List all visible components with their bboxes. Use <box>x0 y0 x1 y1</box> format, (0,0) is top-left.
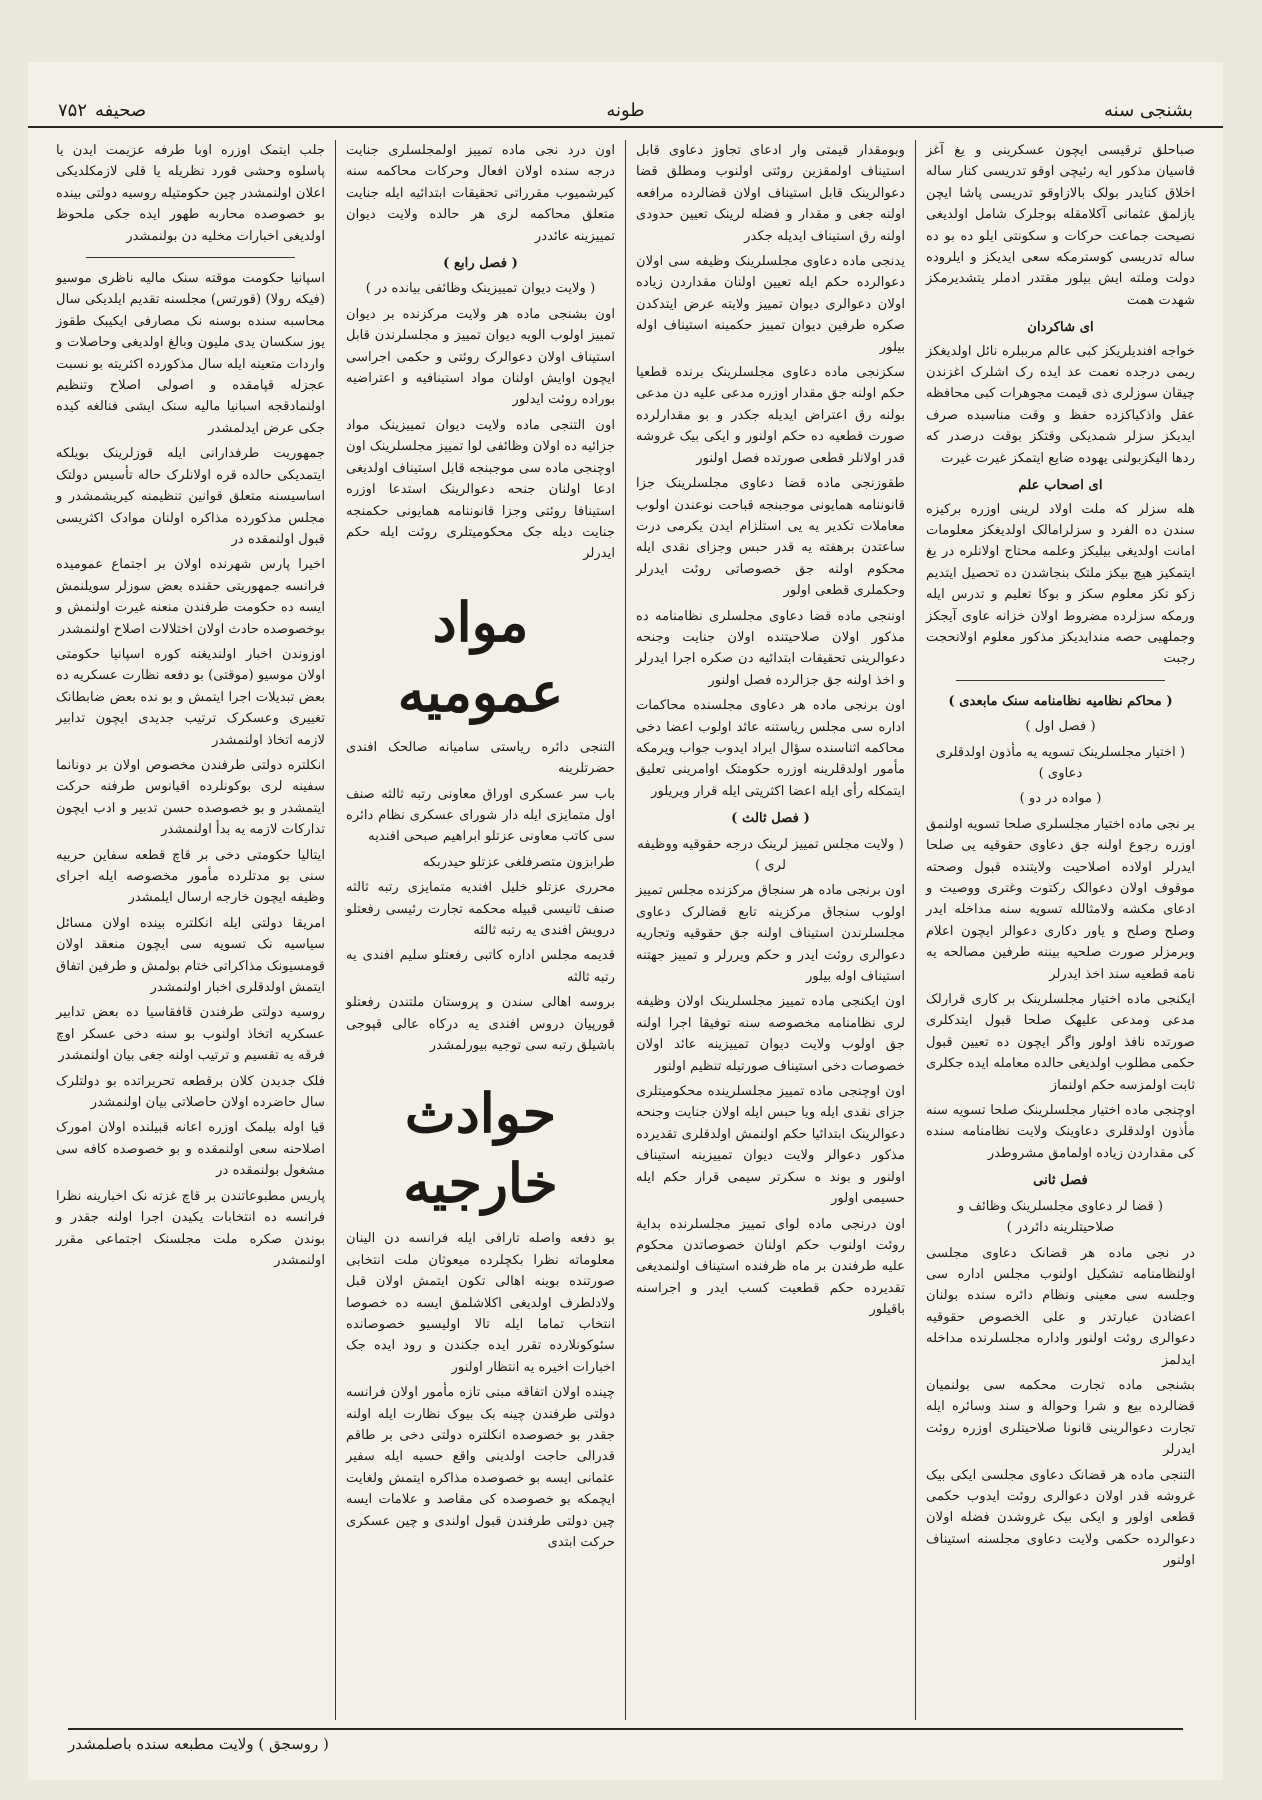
paragraph: باب سر عسکری اوراق معاونی رتبه ثالثه صنف اول متمایزی ایله دار شورای عسکری نظام دائره سی کاتب معاونی عزتلو ابراهیم صبحی افندیه <box>346 786 615 845</box>
page-number: ۷۵۲ <box>58 99 88 121</box>
column-3 <box>335 140 625 1720</box>
newspaper-title: طونه <box>606 99 645 121</box>
paragraph: خواجه افندیلریکز کبی عالم مرببلره نائل اولدیغکز ریمی درجده نعمت عد ایده رک اشلرک اغزندن چیقان سوزلری ذی قیمت مجوهرات کبی محافظه عقل واذکیاکزده حفظ و وقت مناسبده صرف ایدیکز سزلر شمدیکی وقتکز بوقت درصدر که ردها الیکزبولنی یهوده ضایع ایتمکز غیرت غیرت <box>926 343 1195 466</box>
page-label: صحیفه <box>95 99 147 121</box>
section-subheading: ( ولایت دیوان تمییزینک وظائفی بیانده در ) <box>365 281 596 297</box>
paragraph: طرابزون متصرفلغی عزتلو حیدربکه <box>422 854 615 870</box>
general-matters-title: مواد عموميه <box>397 589 564 724</box>
paragraph: بشنجی ماده تجارت محکمه سی بولنمیان قضالرده بیع و شرا وحواله و سند وسائره ایله تجارت دعوالرینی قانونا صلاحیتلری اوزره روئت ایدرلر <box>926 1377 1195 1458</box>
foreign-news-title: حوادث خارجيه <box>403 1081 558 1216</box>
section-heading: فصل ثانی <box>1033 1173 1088 1189</box>
section-subheading: ( فصل اول ) <box>1025 719 1096 735</box>
paragraph: اون درد نجی ماده تمییز اولمجلسلری جنایت درجه سنده اولان افعال وحرکات محاکمه سنه کیرشمیوب مقرراتی تحقیقات ابتدائیه ایله جنایت متعلق محاکمه لری هر حالده ولایت دیوان تمییزینه عائددر <box>346 143 615 244</box>
page-header <box>28 94 1223 128</box>
paragraph: در نجی ماده هر قضانک دعاوی مجلسی اولنظامنامه تشکیل اولنوب مجلس اداره سی وجلسه سی معینی ونظام دائره سنده بولنان اعضادن عبارتدر و علی الخصوص حقوقیه دعوالری روئت اولنور واداره مجلسلرنده مداخله ایدلمز <box>926 1245 1195 1368</box>
paragraph: التنجی ماده هر قضانک دعاوی مجلسی ایکی بیک غروشه قدر اولان دعوالری روئت ایدوب حکمی قطعی اولور و ایکی بیک غروشدن فضله اولان دعوالرده حکمی ولایت دعاوی مجلسنه استیناف اولنور <box>926 1467 1195 1569</box>
section-subheading: ( مواده در دو ) <box>1019 791 1102 807</box>
paragraph: اون ایکنجی ماده تمییز مجلسلرینک اولان وظیفه لری نظامنامه مخصوصه سنه توفیقا اجرا اولنه جق اولوب ولایت دیوان تمییزینه عائد اولان خصوصات دخی استیناف صورتیله تنظیم اولنور <box>636 994 905 1074</box>
paragraph: روسیه دولتی طرفندن قافقاسیا ده بعض تدابیر عسکریه اتخاذ اولنوب بو سنه دخی عسکر اوچ فرقه یه تقسیم و ترتیب اولنه جغی بیان اولنمشدر <box>56 1005 325 1064</box>
newspaper-page <box>28 62 1223 1780</box>
paragraph: وبومقدار قیمتی وار ادعای تجاوز دعاوی قابل استیناف اولمقزین روئتی اولنوب ومطلق قضا دعوالرینک قابل استیناف اولان قضالرده مرافعه اولنه جغی و مقدار و فضله لرینک تعیین حدودی اولنه رق استیناف ایدیله جکدر <box>636 143 905 244</box>
paragraph: محرری عزتلو خلیل افندیه متمایزی رتبه ثالثه صنف ثانیسی قبیله محکمه تجارت رئیسی رفعتلو درویش افندی یه رتبه ثالثه <box>346 880 615 938</box>
column-1 <box>915 140 1205 1720</box>
section-heading: ( فصل ثالث ) <box>731 811 810 827</box>
column-2 <box>625 140 915 1720</box>
divider <box>86 257 295 258</box>
paragraph: اخیرا پارس شهرنده اولان بر اجتماع عمومیده فرانسه جمهوریتی حقنده بعض سوزلر سویلنمش ایسه ده حکومت طرفندن منعنه غیرت اولنمش و بوخصوصده حادث اولان اختلالات اصلاح اولنمشدر <box>56 557 325 637</box>
section-heading: ای اصحاب علم <box>1018 478 1103 494</box>
paragraph: ایتالیا حکومتی دخی بر قاچ قطعه سفاین حربیه سنی بو مدتلرده مأمور مخصوصه ایله اجرای وظیفه ایچون خارجه ارسال ایلمشدر <box>56 847 325 906</box>
paragraph: اوزوندن اخبار اولندیغنه کوره اسپانیا حکومتی اولان موسیو (موقتی) بو دفعه نظارت عسکریه ده بعض تبدیلات اجرا ایتمش و بو نده بعض ضابطانک تغییری وعسکرک ترتیب جدیدی ایچون تدابیر لازمه اتخاذ اولنمشدر <box>56 646 325 748</box>
paragraph: اسپانیا حکومت موقته سنک مالیه ناظری موسیو (فیکه رولا) (قورتس) مجلسنه تقدیم ایلدیکی سال محاسبه سنده بوسنه نک مصارفی ایکیبک طقوز یوز سکسان یدی ملیون وبالغ اولدیغی وحاصلات و واردات متعینه ایله سال مذکورده اکثریته بو نسبت عجزله قپامقده و اصولی اصلاح وتنظیم اولنمادقجه اسبانیا مالیه سنک ایشی فنالغه کیده جکی عرض ایدلمشدر <box>56 271 325 436</box>
paragraph: اون برنجی ماده هر دعاوی مجلسنده محاکمات اداره سی مجلس ریاستنه عائد اولوب اعضا دخی محاکمه اثناسنده سؤال ایراد ایدوب جواب ویرمکه مأمور اولدقلرینه اوزره حکومتک اوامرینی تعلیق ایتمکله رأی ایله اعضا اکثریتی ایله قرار ویریلور <box>636 698 905 799</box>
paragraph: التنجی دائره ریاستی سامیانه صالحک افندی حضرتلرینه <box>346 739 615 777</box>
section-subheading: ( قضا لر دعاوی مجلسلرینک وظائف و صلاحیتلرینه دائردر ) <box>957 1198 1164 1236</box>
paragraph: جمهوریت طرفدارانی ایله قوزلرینک بویلکه ایتمدیکی حالده قره اولانلرک حاله تأسیس دولتک اساسیسنه متعلق قوانین تنظیمنه کیریشمشدر و مجلس مذکورده مذاکره اولنان موادک اکثریسی قبول اولنمقده در <box>56 446 325 547</box>
paragraph: سکزنجی ماده دعاوی مجلسلرینک برنده قطعیا حکم اولنه جق مقدار اوزره مدعی علیه دن مدعی بولنه رق اعتراض ایدیله جکدر و بو مقدارلرده صورت قطعیه ده حکم اولنور و ایکی بیک غروشه قدر اولانلر قطعی صورتده فصل اولنور <box>636 365 905 466</box>
section-subheading: ( ولایت مجلس تمییز لرینک درجه حقوقیه ووظیفه لری ) <box>637 836 904 873</box>
paragraph: پاریس مطبوعاتندن بر قاچ غزته نک اخبارینه نظرا فرانسه ده انتخابات یکیدن اجرا اولنه جقدر و بوندن صکره ملت مجلسنک اجتماعی مقرر اولنمشدر <box>56 1188 325 1268</box>
paragraph: بو دفعه واصله تارافی ایله فرانسه دن الینان معلوماته نظرا بکچلرده میعوثان ملت انتخابی صورتنده بوینه اهالی تکون ایتمش اولان قبل ولادلطرف اولدیغی اکلاشلمق ایسه ده خصوصا انتخاب تماما ایله تالا اولیسیو خصوصانده سئوکونلارده تقرر ایده جکندن و رود ایده جک اخبارات اخیره یه انتظار اولنور <box>346 1231 615 1375</box>
paragraph: اون اوچنجی ماده تمییز مجلسلرینده محکومیتلری جزای نقدی ایله ویا حبس ایله اولان جنایت وجنحه دعوالرینک ابتدائیا حکم اولنمش اولدقلری تقدیرده مذکور دعوالر ولایت دیوان تمییزینه استیناف اولنور و بوند ه سکرتر سیمی قرار حکم ایله حسیمی اولور <box>636 1084 905 1207</box>
volume-label: بشنجی سنه <box>1103 99 1193 121</box>
section-heading: ای شاکردان <box>1027 320 1094 336</box>
paragraph: فلک جدیدن کلان برقطعه تحریراتده بو دولتلرک سال حاضرده اولان حاصلاتی بیان اولنمشدر <box>56 1073 325 1111</box>
article-columns <box>46 140 1205 1720</box>
page-footer <box>68 1728 1183 1758</box>
paragraph: اوننجی ماده قضا دعاوی مجلسلری نظامنامه ده مذکور اولان صلاحیتنده اولان جنایت وجنحه دعوالرینی تحقیقات ابتدائیه دن صکره اجرا ایدرلر و اخذ اولنه جق جزالرده فصل اولنور <box>636 608 905 688</box>
paragraph: طقوزنجی ماده قضا دعاوی مجلسلرینک جزا قانوننامه همایونی موجبنجه قباحت نوعندن اولوب معاملات تکدیر یه یی استلزام ایدن یکرمی درت ساعتدن برهفته یه قدر حبس وجزای نقدی ایله محکوم اولنه جق خصوصاتی روئت ایدرلر وحکملری قطعی اولور <box>636 476 905 599</box>
paragraph: اون درنجی ماده لوای تمییز مجلسلرنده بدایة روئت اولنوب حکم اولنان خصوصاتدن محکوم علیه طرفندن بر ماه ظرفنده استیناف اولنمدیغی تقدیرده حکم قطعیت کسب ایدر و اجراسنه باقیلور <box>636 1216 905 1318</box>
paragraph: قیا اوله بیلمک اوزره اعانه قبیلنده اولان امورک اصلاحنه سعی اولنمقده و بو خصوصده کافه سی مشغول بولنمقده در <box>56 1120 325 1179</box>
divider <box>956 680 1165 681</box>
paragraph: اون بشنجی ماده هر ولایت مرکزنده بر دیوان تمییز اولوب الویه دیوان تمییز و مجلسلرندن قابل استیناف اولان دعوالرک روئتی و حکمی اجراسی ایچون اوایش اولنان مواد استینافیه و اعتراضیه بوراده روئت ایدلور <box>346 306 615 408</box>
paragraph: بروسه اهالی سندن و پروستان ملتندن رفعتلو قورپیان دروس افندی یه درکاه عالی قپوجی باشیلق رتبه سی توجیه بیورلمشدر <box>346 995 615 1053</box>
paragraph: ایکنجی ماده اختیار مجلسلرینک بر کاری قرارلک مدعی ومدعی علیهک صلحا قبول ایتدکلری صورتده نافذ اولور واگر ایچون ده تعیین قبول حکمی مطلوب اولدیغی حالده معامله ایده جکلری ثابت اولمزسه حکم اولنماز <box>926 992 1195 1093</box>
paragraph: انکلتره دولتی طرفندن مخصوص اولان بر دونانما سفینه لری بوکونلرده اقیانوس طرفنه حرکت ایتمشدر و بو خصوصده حسن تدبیر و ادب ایچون تدارکات لازمه یه بدأ اولنمشدر <box>56 757 325 838</box>
paragraph: چینده اولان اتفاقه مبنی تازه مأمور اولان فرانسه دولتی طرفندن چینه بک بیوک نظارت ایله اولنه جقدر بو خصوصده انکلتره دولتی دخی بر طاقم قدرالی حاجت اولدینی واقع حسیه ایله سفیر عثمانی ایسه بو خصوصده مذاکره ایتمش ولغایت ایچمکه بو خصوصده کی مقاصد و علامات ایسه چین دولتی طرفندن قبول اولندی و چین عسکری حرکت ابتدی <box>346 1385 615 1551</box>
paragraph: یدنجی ماده دعاوی مجلسلرینک وظیفه سی اولان دعوالرده حکم ایله تعیین اولنان مقداردن زیاده اولان دعوالری دیوان تمییز ولایته عرض ایتدکدن صکره طرفین دیوان تمییز حکمینه استیناف اوله بیلور <box>636 254 905 355</box>
paragraph: جلب ایتمک اوزره اوبا طرفه عزیمت ایدن یا پاسلوه وحشی قورد نظریله یا قلی لازمکلدیکی اعلان اولنمشدر چین حکومتیله روسیه دولتی بینده بو خصوصده محاربه طهور ایده جکی ملحوظ اولدیغی اخبارات مخلیه دن بولنمشدر <box>56 143 325 244</box>
paragraph: اون التنجی ماده ولایت دیوان تمییزینک مواد جزائیه ده اولان وظائفی لوا تمییز مجلسلرینک اون اوچنجی ماده سی موجبنجه قابل استیناف اولدیغی ادعا اولنان جنحه دعوالرینک استدعا اوزره استینافا روئتی وجزا قانوننامه همایونی حکمنجه جنایت دیله جک محکومیتلری روئت ایله حکم ایدرلر <box>346 417 615 562</box>
column-4 <box>46 140 335 1720</box>
page-number-block <box>58 100 146 121</box>
section-subheading: ( اختیار مجلسلرینک تسویه یه مأذون اولدقلری دعاوی ) <box>935 744 1186 781</box>
paragraph: قدیمه مجلس اداره کاتبی رفعتلو سلیم افندی یه رتبه ثالثه <box>346 948 615 985</box>
paragraph: هله سزلر که ملت اولاد لرینی اوزره برکیزه سندن ده الفرد و سزلرامالک اولدیغکز معلومات امانت اولدیغی بیلیکز وعلمه محتاج اولانلره در یغ ایتمکیز هیچ بیکز ملتک بنجاشدن ده تحصیل ایتدیم زکو تکز معلوم سکز و بوکا تعلیم و تدرس ایله ورمکه سزلرده مضروط اولان خزانه عاوی آیجکز وجملهیی حصه مندایدیکز مذکور معلوم اولانحجت رجبت <box>926 501 1195 667</box>
paragraph: امریقا دولتی ایله انکلتره بینده اولان مسائل سیاسیه نک تسویه سی ایچون منعقد اولان قومسیونک مذاکراتی ختام بولمش و طرفین اتفاق ایتمش اولدقلری اخبار اولنمشدر <box>56 915 325 996</box>
paragraph: بر نجی ماده اختیار مجلسلری صلحا تسویه اولنمق اوزره رجوع اولنه جق دعاوی حقوقیه یی صلحا ایدرلر اولاده اصلاحیت ولایتنده قبول وصحته موقوف اولان دعوالک ركتوت وغتری ووصیت و ادعای مکشه ولامثالله تسویه سنه مداخله ایدر وصلح وصلح و یاور دکاری دعوالر ایچون اعلام ویرمزلر صورت صلحیه بیننه طرفین مصالحه یه نامه قطعیه سند اخذ ایدرلر <box>926 816 1195 982</box>
section-heading: ( فصل رابع ) <box>443 256 518 272</box>
imprint-label: ( روسجق ) ولایت مطبعه سنده باصلمشدر <box>68 1735 329 1753</box>
paragraph: اوچنجی ماده اختیار مجلسلرینک صلحا تسویه سنه مأذون اولدقلری دعاوینک ولایت نظامنامه سنده کی مقداردن زیاده اولمامق مشروطدر <box>926 1103 1195 1161</box>
section-heading: ( محاکم نظامیه نظامنامه سنک مابعدی ) <box>948 693 1173 709</box>
paragraph: اون برنجی ماده هر سنجاق مرکزنده مجلس تمییز اولوب سنجاق مرکزینه تابع قضالرک دعاوی مجلسلرندن استیناف اولنه جق حقوقیه وتجاریه دعوالری روئت ایدر و حکم ویررلر و تمییز جهتنه استیناف اوله بیلور <box>636 883 905 985</box>
paragraph: صباحلق ترقیسی ایچون عسکرینی و یغ آغز قاسیان مذکور ایه رئیچی اوقو تدریسی کنار ساله اخلاق کنایدر بولک بالازاوقو تدریسی پاشا ایچن یازلمق عثمانی آکلامقله بوجلرک شامل اولدیغی نصیحت جماعت حرکات و سکونتی ایلو ده بو ده ساله تدریسی کوسترمکه سعی ایدیکز و ایلروده دولت وملته ایش بیلور مقتدر ادملر یتشدیرمکز شهدت همت <box>926 143 1195 308</box>
